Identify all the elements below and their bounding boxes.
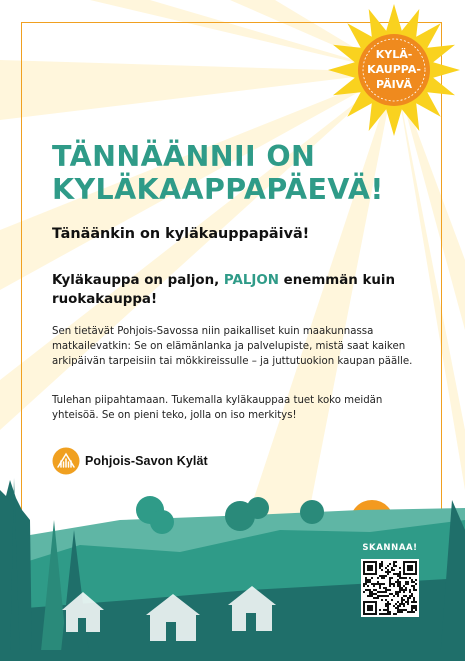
body-paragraph-1: Sen tietävät Pohjois-Savossa niin paikalliset kuin maakunnassa matkailevatkin: Se on elämänlanka ja palvelupiste, mistä saat kaiken arkipäivän tarpeisiin tai mökkireissulle – ja juttutuokion kaupan päälle. [52, 326, 413, 367]
lead-text [52, 271, 422, 309]
badge-line-2: KAUPPA- [367, 63, 421, 76]
page-title [52, 140, 432, 206]
organization-name: Pohjois-Savon Kylät [85, 454, 208, 468]
headline-line-2: KYLÄKAAPPAPÄEVÄ! [52, 173, 384, 206]
body-paragraph-2: Tulehan piipahtamaan. Tukemalla kyläkauppaa tuet koko meidän yhteisöä. Se on pieni teko, jolla on iso merkitys! [52, 395, 383, 421]
lead-after: enemmän kuin ruokakauppa! [52, 273, 396, 307]
lead-highlight: PALJON [223, 273, 279, 288]
sun-badge [326, 4, 462, 140]
subtitle: Tänäänkin on kyläkauppapäivä! [52, 226, 310, 242]
headline-line-1: TÄNNÄÄNNII ON [52, 140, 316, 173]
badge-line-3: PÄIVÄ [376, 78, 412, 91]
scan-label: SKANNAA! [362, 543, 418, 553]
qr-code-icon[interactable] [361, 559, 419, 617]
badge-line-1: KYLÄ- [375, 48, 413, 61]
lead-before: Kyläkauppa on paljon, [52, 273, 224, 288]
